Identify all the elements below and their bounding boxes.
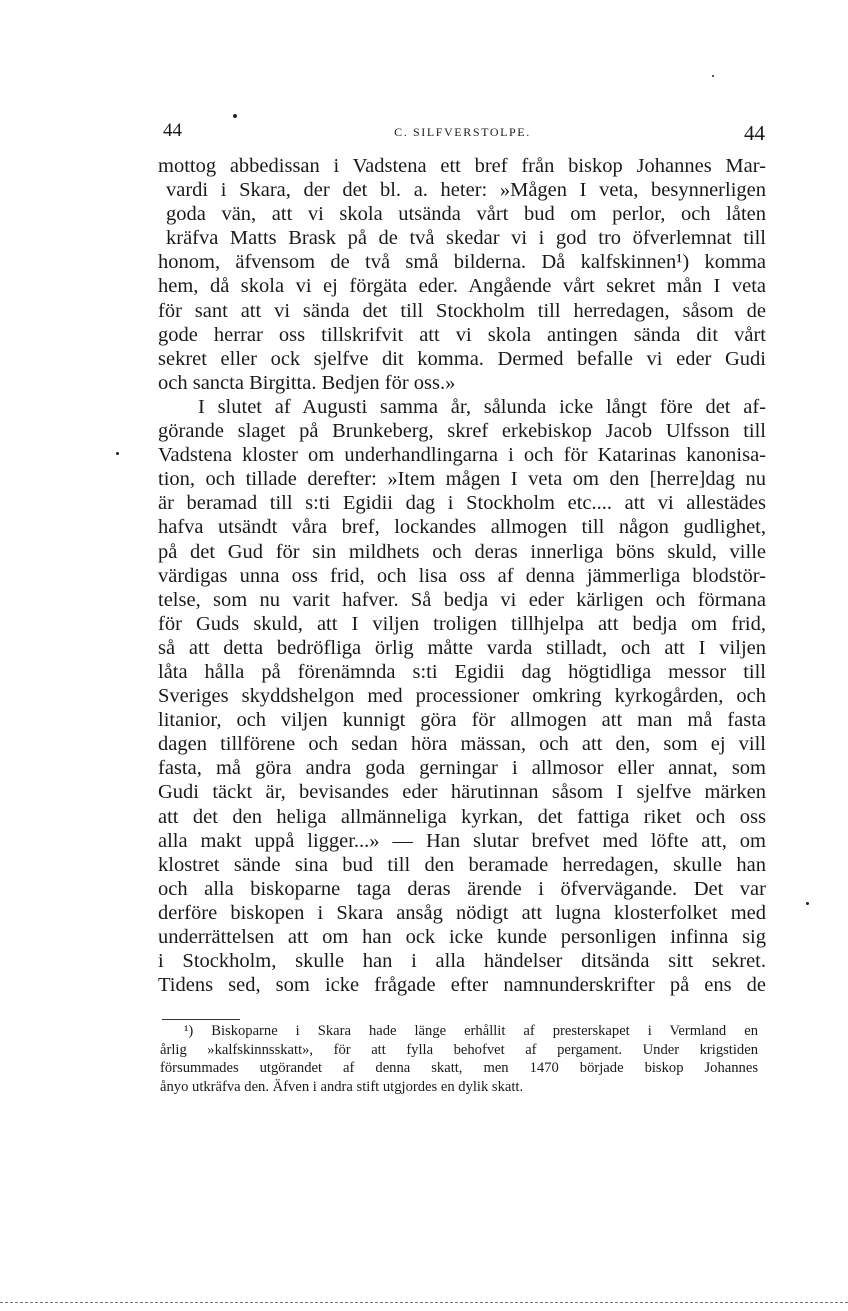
text-line: låta hålla på förenämnda s:ti Egidii dag högtidliga messor till bbox=[158, 660, 766, 683]
footnote-line: ¹) Biskoparne i Skara hade länge erhållit af presterskapet i Vermland en bbox=[184, 1023, 758, 1039]
text-line: Tidens sed, som icke frågade efter namnunderskrifter på ens de bbox=[158, 974, 766, 997]
page-number-left: 44 bbox=[163, 120, 182, 141]
text-line: värdigas unna oss frid, och lisa oss af denna jämmerliga blodstör- bbox=[158, 564, 766, 587]
text-line: är beramad till s:ti Egidii dag i Stockholm etc.... att vi allestädes bbox=[158, 492, 766, 515]
text-line: Vadstena kloster om underhandlingarna i och för Katarinas kanonisa- bbox=[158, 444, 766, 467]
text-line: telse, som nu varit hafver. Så bedja vi eder kärligen och förmana bbox=[158, 588, 766, 611]
footnote-line: ånyo utkräfva den. Äfven i andra stift utgjordes en dylik skatt. bbox=[160, 1078, 524, 1095]
text-line: goda vän, att vi skola utsända vårt bud om perlor, och låten bbox=[166, 203, 766, 226]
scan-edge bbox=[0, 1302, 848, 1303]
text-line: alla makt uppå ligger...» — Han slutar brefvet med löfte att, om bbox=[158, 829, 766, 852]
text-line: gode herrar oss tillskrifvit att vi skola antingen sända dit vårt bbox=[158, 323, 766, 346]
text-line: och sancta Birgitta. Bedjen för oss.» bbox=[158, 371, 456, 394]
text-line: görande slaget på Brunkeberg, skref erkebiskop Jacob Ulfsson till bbox=[158, 420, 766, 443]
text-line: tion, och tillade derefter: »Item mågen I veta om den [herre]dag nu bbox=[158, 468, 766, 491]
text-line: honom, äfvensom de två små bilderna. Då kalfskinnen¹) komma bbox=[158, 251, 766, 274]
footnote-line: försummades utgörandet af denna skatt, men 1470 började biskop Johannes bbox=[160, 1060, 758, 1077]
text-line: fasta, må göra andra goda gerningar i allmosor eller annat, som bbox=[158, 757, 766, 780]
text-line: att det den heliga allmänneliga kyrkan, det fattiga riket och oss bbox=[158, 805, 766, 828]
footnote-separator bbox=[162, 1019, 240, 1020]
text-line: Gudi täckt är, bevisandes eder härutinnan såsom I sjelfve märken bbox=[158, 781, 766, 804]
body-text bbox=[158, 154, 766, 997]
text-line: och alla biskoparne taga deras ärende i öfvervägande. Det var bbox=[158, 877, 766, 900]
ink-speck bbox=[712, 75, 714, 77]
running-head: C. SILFVERSTOLPE. bbox=[394, 125, 531, 139]
text-line: Sveriges skyddshelgon med processioner omkring kyrkogården, och bbox=[158, 685, 766, 708]
text-line: i Stockholm, skulle han i alla händelser ditsända sitt sekret. bbox=[158, 950, 766, 973]
text-line: litanior, och viljen kunnigt göra för allmogen att man må fasta bbox=[158, 709, 766, 732]
text-line: mottog abbedissan i Vadstena ett bref från biskop Johannes Mar- bbox=[158, 155, 766, 177]
text-line: derföre biskopen i Skara ansåg nödigt att lugna klosterfolket med bbox=[158, 901, 766, 924]
text-line: kräfva Matts Brask på de två skedar vi i god tro öfverlemnat till bbox=[166, 227, 766, 250]
ink-speck bbox=[116, 452, 119, 455]
text-line: så att detta bedröfliga örlig måtte varda stilladt, och att I viljen bbox=[158, 636, 766, 659]
text-line: I slutet af Augusti samma år, sålunda icke långt före det af- bbox=[198, 395, 766, 418]
text-line: vardi i Skara, der det bl. a. heter: »Mågen I veta, besynnerligen bbox=[166, 179, 766, 202]
text-line: dagen tillförene och sedan höra mässan, och att den, som ej vill bbox=[158, 733, 766, 756]
text-line: för Guds skuld, att I viljen troligen tillhjelpa att bedja om frid, bbox=[158, 612, 766, 635]
page-number-right: 44 bbox=[744, 121, 765, 145]
page-header bbox=[160, 120, 765, 148]
text-line: för sant att vi sända det till Stockholm till herredagen, såsom de bbox=[158, 299, 766, 322]
ink-speck bbox=[233, 114, 237, 118]
ink-speck bbox=[806, 902, 809, 905]
text-line: sekret eller ock sjelfve dit komma. Dermed befalle vi eder Gudi bbox=[158, 347, 766, 370]
text-line: klostret sände sina bud till den beramade herredagen, skulle han bbox=[158, 853, 766, 876]
footnote-line: årlig »kalfskinnsskatt», för att fylla behofvet af pergament. Under krigstiden bbox=[160, 1041, 758, 1058]
footnotes bbox=[160, 1022, 758, 1096]
text-line: på det Gud för sin mildhets och deras innerliga böns skuld, ville bbox=[158, 540, 766, 563]
text-line: hafva utsändt våra bref, lockandes allmogen till någon gudlighet, bbox=[158, 516, 766, 539]
text-line: underrättelsen att om han ock icke kunde personligen infinna sig bbox=[158, 926, 766, 948]
text-line: hem, då skola vi ej förgäta eder. Angående vårt sekret mån I veta bbox=[158, 275, 766, 298]
